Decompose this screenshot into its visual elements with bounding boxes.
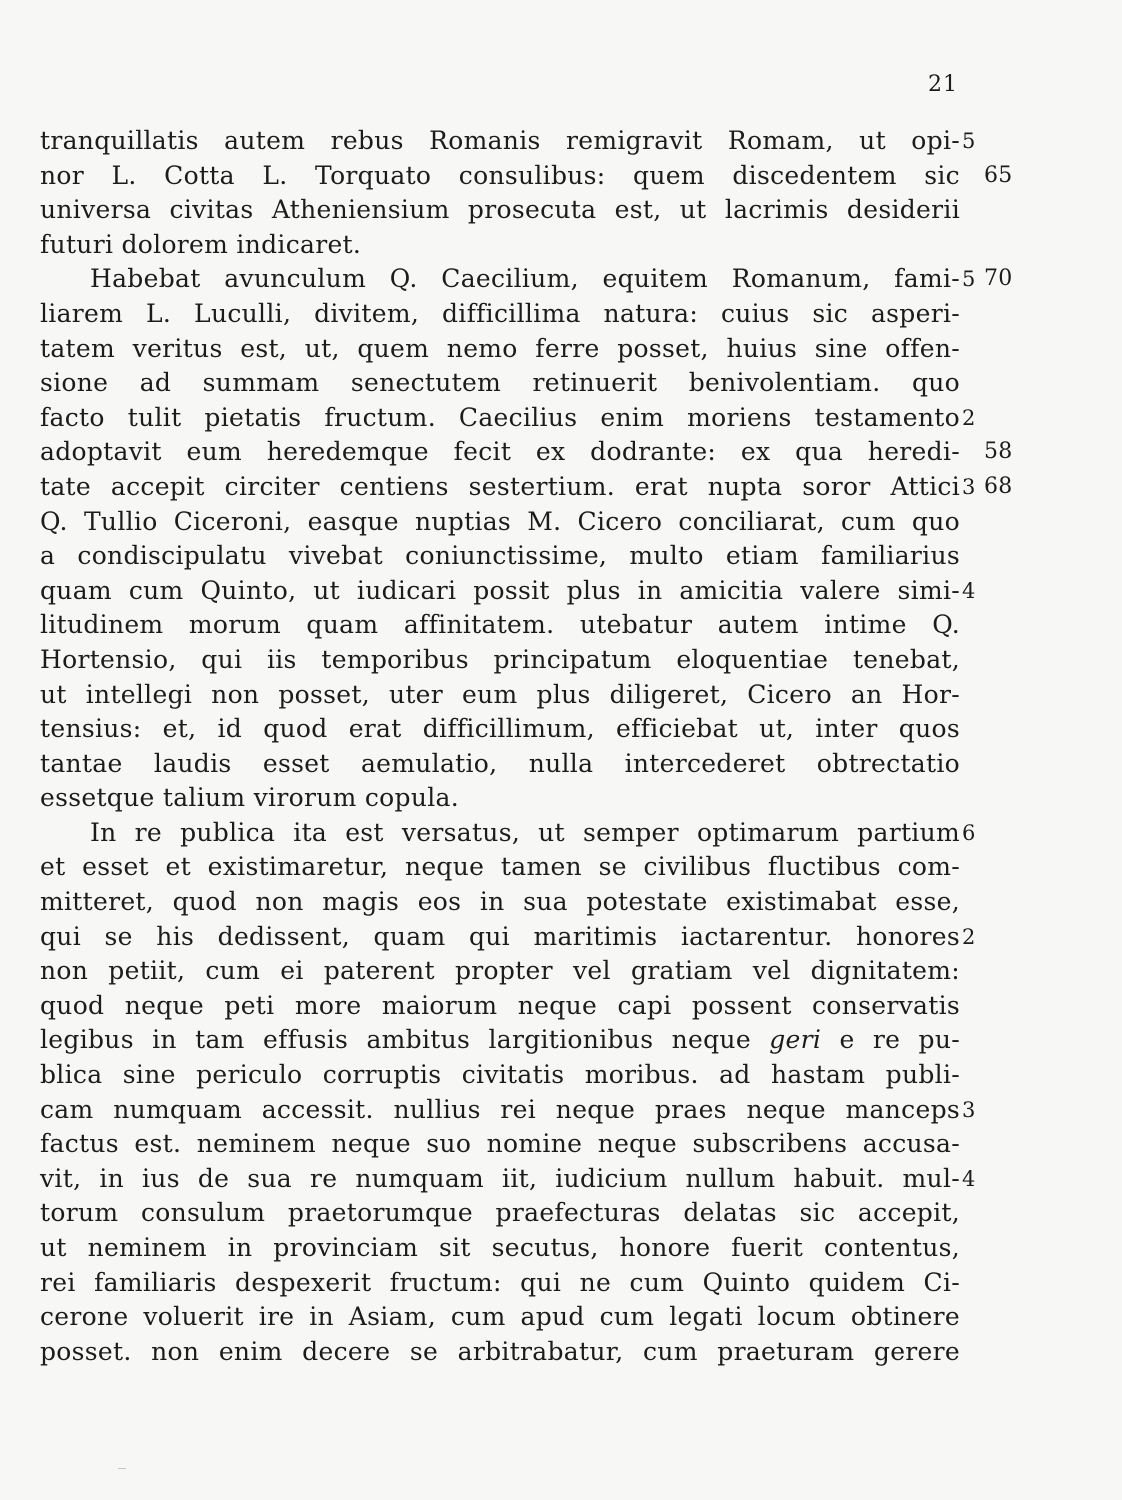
line-text: nor L. Cotta L. Torquato consulibus: quem discedentem sic bbox=[40, 160, 960, 190]
text-line bbox=[40, 885, 960, 920]
line-text: legibus in tam effusis ambitus largitionibus neque geri e re pu- bbox=[40, 1025, 960, 1055]
text-line bbox=[40, 712, 960, 747]
text-line bbox=[40, 850, 960, 885]
line-text: quod neque peti more maiorum neque capi possent conservatis bbox=[40, 990, 960, 1020]
line-text: tantae laudis esset aemulatio, nulla intercederet obtrectatio bbox=[40, 748, 960, 778]
line-text: qui se his dedissent, quam qui maritimis iactarentur. honores bbox=[40, 921, 960, 951]
text-line bbox=[40, 1058, 960, 1093]
line-text: rei familiaris despexerit fructum: qui ne cum Quinto quidem Ci- bbox=[40, 1267, 960, 1297]
section-number: 3 bbox=[962, 1097, 976, 1122]
page-number: 21 bbox=[928, 72, 958, 97]
text-line bbox=[40, 401, 976, 436]
section-number: 5 bbox=[962, 129, 976, 153]
text-line bbox=[40, 781, 960, 816]
line-text: futuri dolorem indicaret. bbox=[40, 229, 362, 259]
text-line bbox=[40, 954, 960, 989]
line-text: ut neminem in provinciam sit secutus, honore fuerit contentus, bbox=[40, 1233, 960, 1262]
section-number: 4 bbox=[962, 1166, 976, 1191]
line-text: essetque talium virorum copula. bbox=[40, 783, 459, 813]
text-line bbox=[40, 1231, 960, 1266]
section-number: 2 bbox=[962, 405, 976, 430]
text-line bbox=[40, 747, 960, 782]
line-text: tranquillatis autem rebus Romanis remigravit Romam, ut opi- bbox=[40, 126, 960, 155]
text-line bbox=[40, 1162, 976, 1197]
line-text: Hortensio, qui iis temporibus principatum eloquentiae tenebat, bbox=[40, 644, 960, 674]
line-text: tatem veritus est, ut, quem nemo ferre posset, huius sine offen- bbox=[40, 333, 960, 363]
text-line bbox=[40, 366, 960, 401]
text-line bbox=[40, 297, 960, 332]
line-reference-number: 68 bbox=[984, 473, 1013, 499]
line-text: mitteret, quod non magis eos in sua potestate existimabat esse, bbox=[40, 887, 960, 917]
text-line bbox=[40, 1266, 960, 1301]
section-number: 6 bbox=[962, 820, 976, 845]
line-text: adoptavit eum heredemque fecit ex dodrante: ex qua heredi- bbox=[40, 437, 960, 467]
body-text bbox=[40, 124, 1013, 1369]
line-text: sione ad summam senectutem retinuerit benivolentiam. quo bbox=[40, 368, 960, 398]
line-text: torum consulum praetorumque praefecturas delatas sic accepit, bbox=[40, 1198, 960, 1228]
text-line bbox=[40, 193, 960, 228]
line-text: Q. Tullio Ciceroni, easque nuptias M. Cicero conciliarat, cum quo bbox=[40, 506, 960, 536]
text-line bbox=[40, 228, 960, 263]
text-line bbox=[40, 332, 960, 367]
line-reference-number: 58 bbox=[984, 439, 1013, 465]
text-line bbox=[40, 1023, 960, 1058]
line-text: cam numquam accessit. nullius rei neque praes neque manceps bbox=[40, 1094, 960, 1124]
line-reference-number: 65 bbox=[984, 162, 1013, 188]
line-text: quam cum Quinto, ut iudicari possit plus in amicitia valere simi- bbox=[40, 575, 960, 605]
text-line bbox=[40, 1196, 960, 1231]
text-line bbox=[40, 1335, 960, 1370]
text-line bbox=[40, 539, 960, 574]
text-line bbox=[40, 262, 1013, 297]
line-reference-number: 70 bbox=[984, 266, 1013, 292]
text-line bbox=[40, 989, 960, 1024]
text-line bbox=[40, 608, 960, 643]
text-line bbox=[40, 435, 1013, 470]
text-line bbox=[40, 574, 976, 609]
text-line bbox=[40, 124, 976, 159]
text-line bbox=[40, 816, 976, 851]
line-text: factus est. neminem neque suo nomine neque subscribens accusa- bbox=[40, 1129, 960, 1159]
line-text: ut intellegi non posset, uter eum plus diligeret, Cicero an Hor- bbox=[40, 679, 960, 709]
line-text: et esset et existimaretur, neque tamen se civilibus fluctibus com- bbox=[40, 852, 960, 882]
section-number: 3 bbox=[962, 474, 976, 499]
line-text: cerone voluerit ire in Asiam, cum apud cum legati locum obtinere bbox=[40, 1302, 960, 1332]
section-number: 5 bbox=[962, 267, 976, 292]
line-text: liarem L. Luculli, divitem, difficillima natura: cuius sic asperi- bbox=[40, 298, 960, 328]
section-number: 4 bbox=[962, 578, 976, 603]
text-line bbox=[40, 470, 1013, 505]
line-text: facto tulit pietatis fructum. Caecilius enim moriens testamento bbox=[40, 402, 960, 432]
text-line bbox=[40, 159, 1013, 194]
line-text: vit, in ius de sua re numquam iit, iudicium nullum habuit. mul- bbox=[40, 1163, 960, 1193]
italic-word: geri bbox=[769, 1025, 822, 1055]
line-text: litudinem morum quam affinitatem. utebatur autem intime Q. bbox=[40, 610, 960, 640]
line-text: a condiscipulatu vivebat coniunctissime, multo etiam familiarius bbox=[40, 541, 960, 571]
line-text: universa civitas Atheniensium prosecuta est, ut lacrimis desiderii bbox=[40, 195, 960, 225]
text-line bbox=[40, 505, 960, 540]
line-text: blica sine periculo corruptis civitatis moribus. ad hastam publi- bbox=[40, 1060, 960, 1090]
text-line bbox=[40, 920, 976, 955]
text-line bbox=[40, 643, 960, 678]
line-text: posset. non enim decere se arbitrabatur, cum praeturam gerere bbox=[40, 1336, 960, 1366]
section-number: 2 bbox=[962, 924, 976, 949]
text-line bbox=[40, 1127, 960, 1162]
line-text: In re publica ita est versatus, ut semper optimarum partium bbox=[90, 817, 960, 847]
text-line bbox=[40, 1300, 960, 1335]
line-text: tensius: et, id quod erat difficillimum, efficiebat ut, inter quos bbox=[40, 714, 960, 744]
line-text: Habebat avunculum Q. Caecilium, equitem Romanum, fami- bbox=[90, 264, 960, 294]
text-line bbox=[40, 1093, 976, 1128]
margin-mark bbox=[118, 1468, 126, 1469]
line-text: tate accepit circiter centiens sestertium. erat nupta soror Attici bbox=[40, 471, 960, 501]
line-text: non petiit, cum ei paterent propter vel gratiam vel dignitatem: bbox=[40, 956, 960, 986]
text-line bbox=[40, 678, 960, 713]
